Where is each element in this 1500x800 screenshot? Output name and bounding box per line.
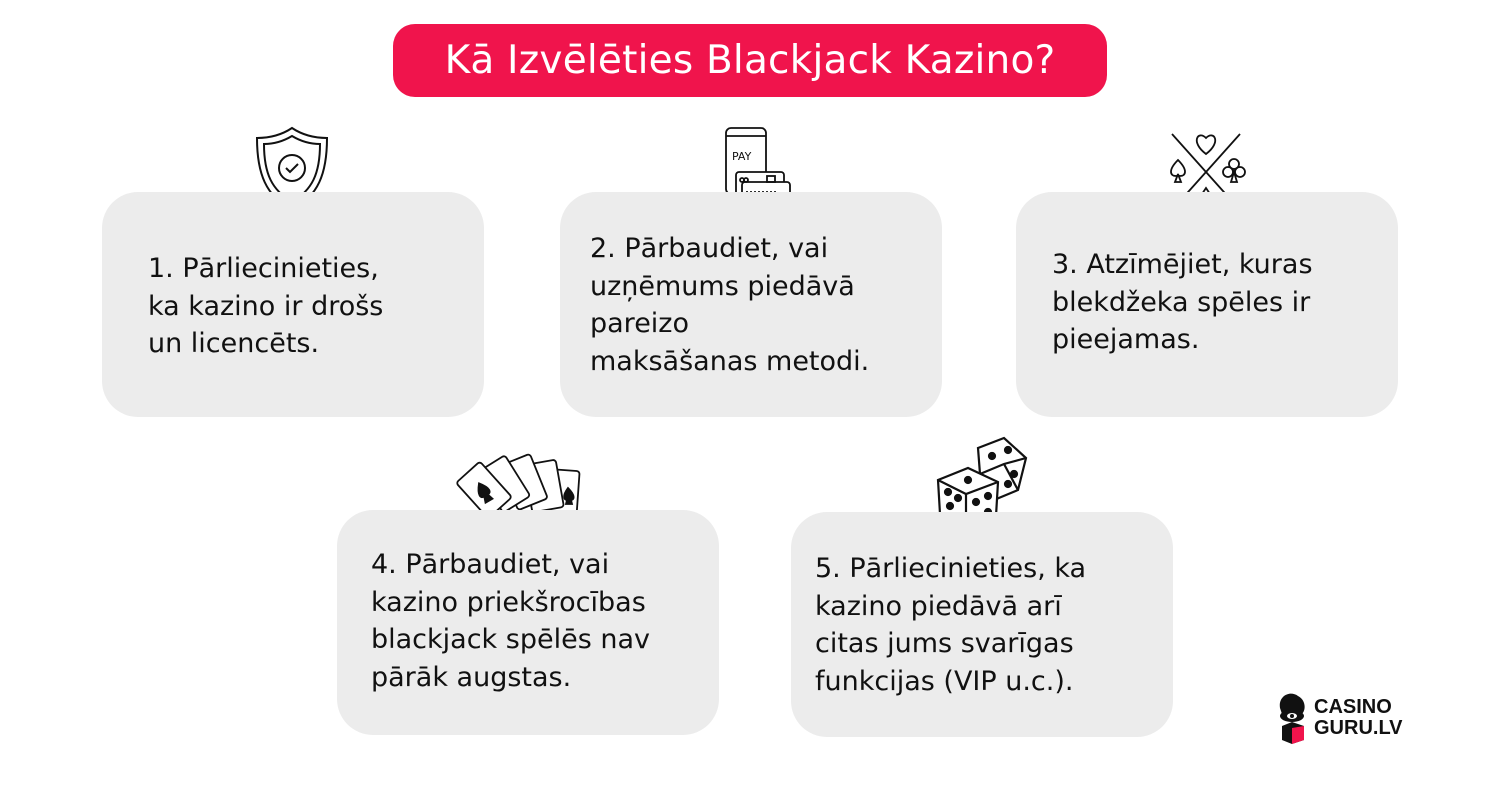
- line: 1. Pārliecinieties,: [148, 253, 379, 284]
- line: uzņēmums piedāvā: [590, 270, 855, 302]
- casinoguru-logo: [1278, 692, 1403, 744]
- tip-card-1: [102, 192, 484, 417]
- tip-card-5: [791, 512, 1173, 737]
- tip-text-1: [148, 250, 383, 363]
- tip-text-3: [1052, 246, 1313, 359]
- line: 5. Pārliecinieties, ka: [815, 553, 1087, 584]
- line: ka kazino ir drošs: [148, 290, 384, 322]
- line: pārāk augstas.: [371, 661, 572, 693]
- tip-card-3: [1016, 192, 1398, 417]
- tip-card-2: [560, 192, 942, 417]
- guru-dice-logo-icon: [1278, 692, 1306, 744]
- line: citas jums svarīgas: [815, 628, 1074, 659]
- line: un licencēts.: [148, 328, 320, 359]
- line: maksāšanas metodi.: [590, 345, 870, 377]
- line: blackjack spēlēs nav: [371, 624, 650, 655]
- tip-text-5: [815, 550, 1086, 700]
- line: kazino piedāvā arī: [815, 590, 1062, 622]
- line: kazino priekšrocības: [371, 586, 646, 618]
- tip-text-2: [590, 230, 869, 380]
- line: pareizo: [590, 308, 689, 339]
- page-title: Kā Izvēlēties Blackjack Kazino?: [393, 24, 1107, 97]
- tip-card-4: [337, 510, 719, 735]
- pay-label: PAY: [732, 150, 752, 163]
- line: 4. Pārbaudiet, vai: [371, 549, 610, 580]
- line: blekdžeka spēles ir: [1052, 286, 1311, 318]
- logo-line-1: CASINO: [1314, 696, 1392, 718]
- tip-text-4: [371, 546, 650, 696]
- line: 2. Pārbaudiet, vai: [590, 233, 829, 264]
- line: 3. Atzīmējiet, kuras: [1052, 249, 1313, 280]
- line: funkcijas (VIP u.c.).: [815, 665, 1074, 697]
- logo-line-2: GURU.LV: [1314, 717, 1403, 739]
- line: pieejamas.: [1052, 324, 1200, 355]
